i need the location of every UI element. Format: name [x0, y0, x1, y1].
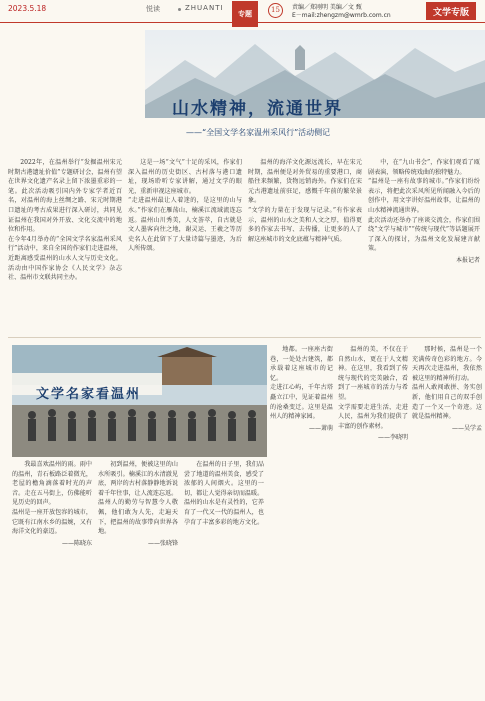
essay-column-1: [12, 460, 92, 549]
body-paragraph: 在温州的日子里，我们品尝了地道的温州美食，感受了浓郁的人间烟火。这里的一切，都让人觉得亲切而温暖。 温州的山水是有灵性的，它养育了一代又一代的温州人，也孕育了丰富多彩的地方文化。: [184, 461, 264, 526]
page-number: 15: [268, 3, 283, 18]
article-author: 本报记者: [455, 256, 480, 264]
editor-email: E－mail:zhengzm@wmrb.com.cn: [292, 12, 391, 19]
paper-name: 悦读: [146, 5, 160, 13]
section-title: 文学名家看温州: [36, 387, 142, 402]
header-rule: [0, 22, 485, 23]
essay-author: ——陈晓东: [61, 539, 92, 547]
article-column-4: [368, 158, 480, 266]
body-paragraph: 这是一场“文气”十足的采风，作家们深入温州的历史街区、古村落与港口遗址，现场聆听专家讲解，通过文学的眼光，重新审视这座城市。 “走进温州最让人着迷的，是这里的山与水。”作家们在雁荡山、楠溪江流域流连忘返。温州山川秀美，人文荟萃，自古就是文人墨客向往之地，谢灵运、王羲之等历史名人在此留下了大量诗篇与墨迹，为后人所传颂。: [128, 159, 242, 253]
body-paragraph: 我最喜欢温州的雨。雨中的温州，青石板路泛着微光，老屋的檐角滴落着时光的声音。走在五马街上，仿佛能听见历史的回声。 温州是一座开放包容的城市，它既有江南水乡的温婉，又有海洋文化的豪迈。: [12, 461, 92, 536]
essay-column-3: [184, 460, 264, 527]
separator-dot: [178, 8, 181, 11]
body-paragraph: 温州的美，不仅在于自然山水，更在于人文精神。在这里，我看到了传统与现代的完美融合，看到了一座城市的活力与希望。 文学需要走进生活，走进人民，温州为我们提供了丰富的创作素材。: [338, 346, 408, 430]
article-title: 山水精神，流通世界: [172, 99, 343, 119]
essay-author: ——吴学孟: [451, 424, 482, 432]
body-paragraph: 中，在“九山书会”，作家们观看了瓯剧表演，领略传统戏曲的独特魅力。 “温州是一座有故事的城市。”作家们纷纷表示，将把此次采风所见所闻融入今后的创作中，用文字讲好温州故事，让温州的山水精神流通世界。 此次活动还举办了座谈交流会，作家们围绕“文学与城市”“传统与现代”等话题展开了深入的探讨，为温州文化发展建言献策。: [368, 159, 480, 253]
body-paragraph: 初到温州，便被这里的山水所吸引。楠溪江的水清澈见底，两岸的古村落静静地诉说着千年往事，让人流连忘返。 温州人的勤劳与智慧令人敬佩，他们敢为人先，走遍天下，把温州的故事带向世界各地。: [98, 461, 178, 536]
essay-author: ——李晓明: [377, 434, 408, 442]
body-paragraph: 2022年，在温州举行“发掘温州宋元时期古港遗址价值”专题研讨会，温州有望在世界文化遗产名录上留下浓墨重彩的一笔。此次活动吸引国内外专家学者近百名，对温州的海上丝绸之路、宋元时期港口遗址的考古成果进行深入研讨，共同见证温州在我国对外开放、文化交流中的地位和作用。 在今年4月举办的“全国文学名家温州采风行”活动中，来自全国的作家们走进温州，近距离感受温州的山水人文与历史文化。活动由中国作家协会《人民文学》杂志社、温州市文联共同主办。: [8, 159, 122, 282]
essay-column-6: [412, 345, 482, 434]
issue-date: 2023.5.18: [8, 4, 47, 13]
body-paragraph: 温州的海洋文化源远流长，早在宋元时期，温州便是对外贸易的重要港口，商船往来频繁，货物远销海外。作家们在宋元古港遗址前驻足，感慨千年前的繁荣景象。 “文学的力量在于发现与记录。”有作家表示，温州的山水之美和人文之厚，值得更多的作家去书写、去传播，让更多的人了解这座城市的文化底蕴与精神气质。: [248, 159, 362, 243]
section-name: ZHUANTI: [185, 4, 224, 12]
column-badge: 文学专版: [426, 2, 476, 20]
body-paragraph: 地都。一座座古街巷，一处处古建筑，都承载着这座城市的记忆。 走进江心屿，千年古塔矗立江中，见证着温州的沧桑变迁。这里是温州人的精神家园。: [270, 346, 333, 421]
essay-author: ——张晓锋: [147, 539, 178, 547]
article-subtitle: ——“全国文学名家温州采风行”活动侧记: [186, 128, 331, 137]
editor-credits: 责编／郑刚明 美编／文 甄: [292, 4, 362, 11]
essay-column-5: [338, 345, 408, 443]
body-paragraph: 那时候，温州是一个充满传奇色彩的地方。今天再次走进温州，我依然被这里的精神所打动。 温州人敢闯敢拼、务实创新，他们用自己的双手创造了一个又一个奇迹。这就是温州精神。: [412, 346, 482, 421]
article-column-2: [128, 158, 242, 254]
essay-author: ——萧萌: [308, 424, 333, 432]
article-column-3: [248, 158, 362, 244]
section-logo: 专题: [232, 1, 258, 27]
essay-column-2: [98, 460, 178, 549]
article-column-1: [8, 158, 122, 283]
essay-column-4: [270, 345, 333, 434]
section-divider: [8, 337, 481, 338]
